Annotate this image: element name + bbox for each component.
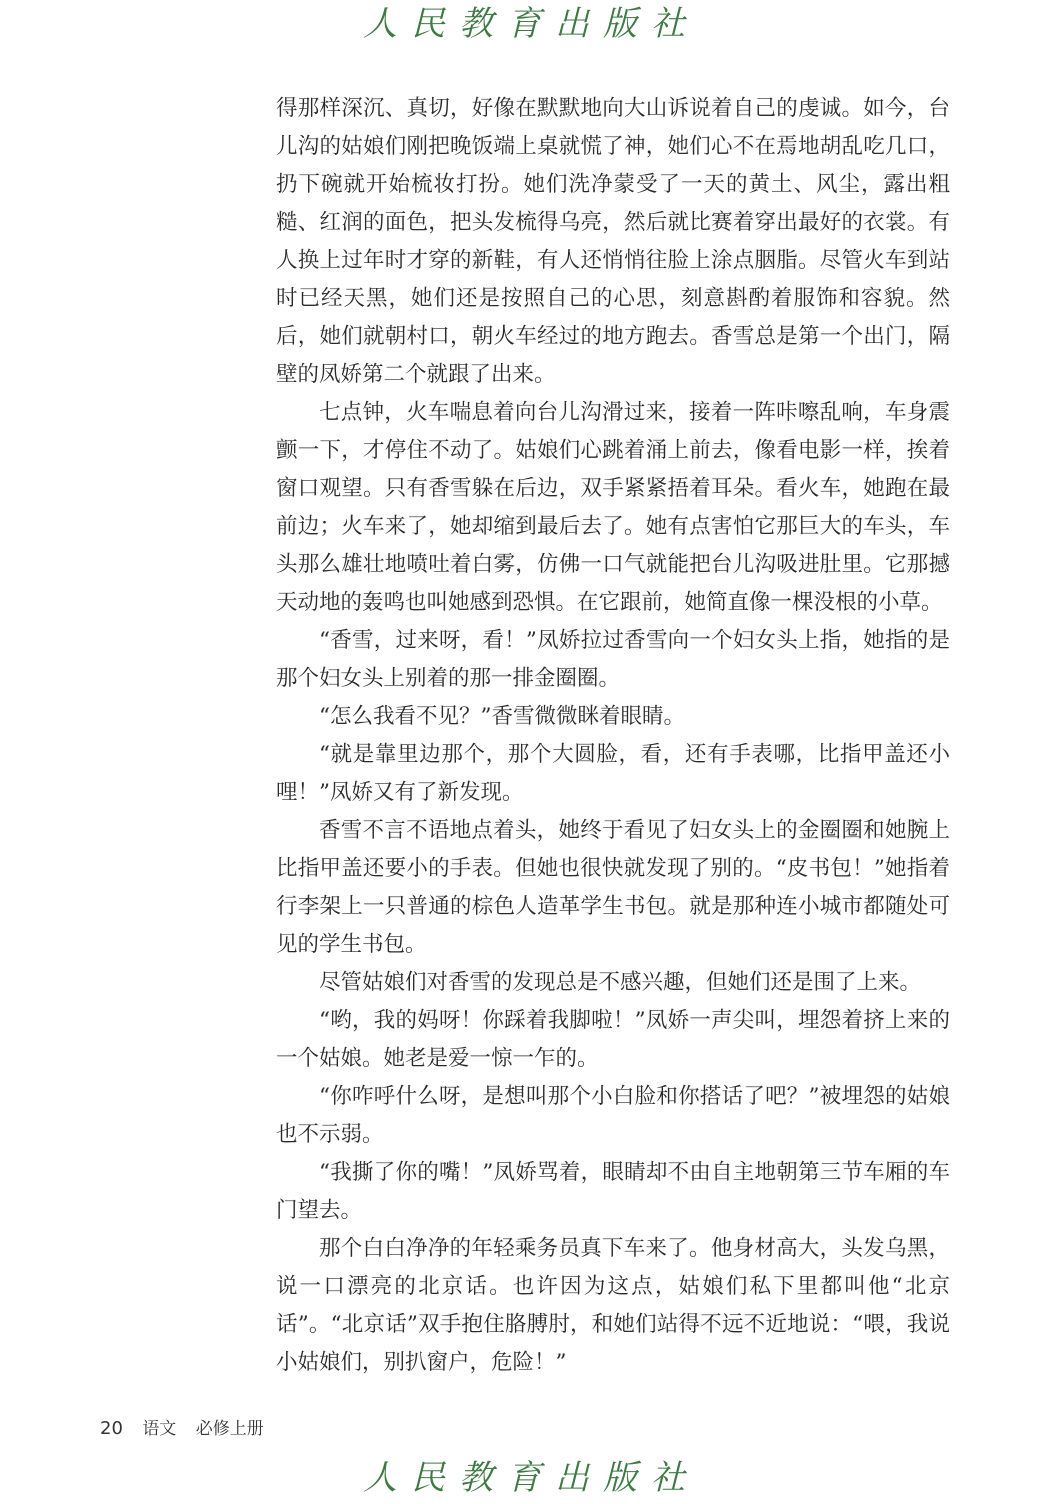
paragraph: “你咋呼什么呀，是想叫那个小白脸和你搭话了吧？”被埋怨的姑娘也不示弱。 xyxy=(276,1084,950,1147)
page-number: 20 xyxy=(100,1418,123,1439)
page-footer xyxy=(100,1416,264,1442)
story-body xyxy=(276,90,950,1382)
paragraph: 七点钟，火车喘息着向台儿沟滑过来，接着一阵咔嚓乱响，车身震颤一下，才停住不动了。姑娘们心跳着涌上前去，像看电影一样，挨着窗口观望。只有香雪躲在后边，双手紧紧捂着耳朵。看火车，她跑在最前边；火车来了，她却缩到最后去了。她有点害怕它那巨大的车头，车头那么雄壮地喷吐着白雾，仿佛一口气就能把台儿沟吸进肚里。它那撼天动地的轰鸣也叫她感到恐惧。在它跟前，她简直像一棵没根的小草。 xyxy=(276,400,950,615)
paragraph: “香雪，过来呀，看！”凤娇拉过香雪向一个妇女头上指，她指的是那个妇女头上别着的那一排金圈圈。 xyxy=(276,628,950,691)
paragraph: “怎么我看不见？”香雪微微眯着眼睛。 xyxy=(319,704,685,729)
paragraph: 香雪不言不语地点着头，她终于看见了妇女头上的金圈圈和她腕上比指甲盖还要小的手表。但她也很快就发现了别的。“皮书包！”她指着行李架上一只普通的棕色人造革学生书包。就是那种连小城市都随处可见的学生书包。 xyxy=(276,818,950,957)
paragraph: “我撕了你的嘴！”凤娇骂着，眼睛却不由自主地朝第三节车厢的车门望去。 xyxy=(276,1160,950,1223)
paragraph: “哟，我的妈呀！你踩着我脚啦！”凤娇一声尖叫，埋怨着挤上来的一个姑娘。她老是爱一惊一乍的。 xyxy=(276,1008,950,1071)
paragraph: 那个白白净净的年轻乘务员真下车来了。他身材高大，头发乌黑，说一口漂亮的北京话。也许因为这点，姑娘们私下里都叫他“北京话”。“北京话”双手抱住胳膊肘，和她们站得不远不近地说：“喂，我说小姑娘们，别扒窗户，危险！” xyxy=(276,1236,950,1375)
paragraph: 尽管姑娘们对香雪的发现总是不感兴趣，但她们还是围了上来。 xyxy=(319,970,922,995)
publisher-logo-bottom: 人民教育出版社 xyxy=(363,1458,699,1498)
paragraph: “就是靠里边那个，那个大圆脸，看，还有手表哪，比指甲盖还小哩！”凤娇又有了新发现。 xyxy=(276,742,950,805)
book-subject: 语文 xyxy=(142,1419,177,1439)
paragraph-continuation: 得那样深沉、真切，好像在默默地向大山诉说着自己的虔诚。如今，台儿沟的姑娘们刚把晚饭端上桌就慌了神，她们心不在焉地胡乱吃几口，扔下碗就开始梳妆打扮。她们洗净蒙受了一天的黄土、风尘，露出粗糙、红润的面色，把头发梳得乌亮，然后就比赛着穿出最好的衣裳。有人换上过年时才穿的新鞋，有人还悄悄往脸上涂点胭脂。尽管火车到站时已经天黑，她们还是按照自己的心思，刻意斟酌着服饰和容貌。然后，她们就朝村口，朝火车经过的地方跑去。香雪总是第一个出门，隔壁的凤娇第二个就跟了出来。 xyxy=(276,96,950,387)
publisher-logo-top: 人民教育出版社 xyxy=(363,4,699,44)
book-volume: 必修上册 xyxy=(195,1419,264,1439)
